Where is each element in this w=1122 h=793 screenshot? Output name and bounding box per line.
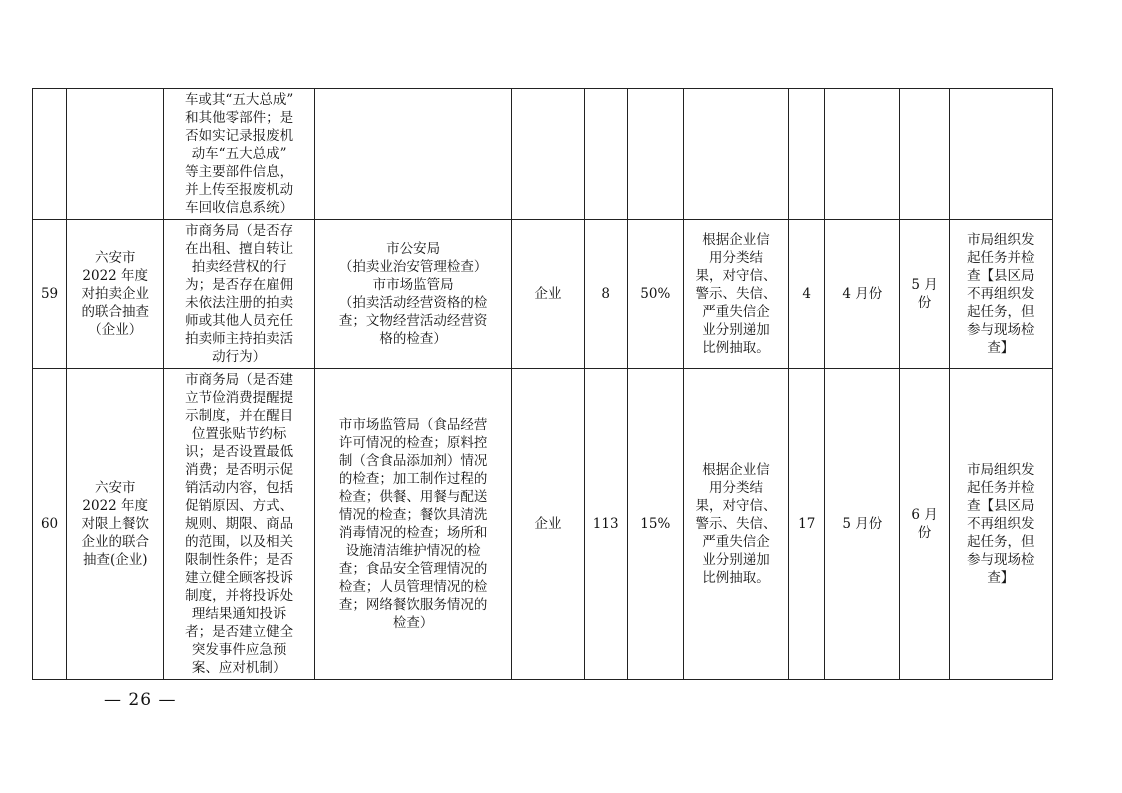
table-row [33,89,1053,220]
end-month: 5 月 份 [900,220,949,369]
remark: 市局组织发 起任务并检 查【县区局 不再组织发 起任务，但 参与现场检 查】 [949,369,1052,680]
sample-number: 17 [789,369,825,680]
remark: 市局组织发 起任务并检 查【县区局 不再组织发 起任务，但 参与现场检 查】 [949,220,1052,369]
sampling-method: 根据企业信 用分类结 果，对守信、 警示、失信、 严重失信企 业分别递加 比例抽取。 [683,369,788,680]
sample-number [789,89,825,220]
joint-department: 市市场监管局（食品经营 许可情况的检查；原料控 制（含食品添加剂）情况 的检查；加工制作过程的 检查；供餐、用餐与配送 情况的检查；餐饮具清洗 消毒情况的检查；场所和 设施清洁维护情况的检 查；食品安全管理情况的 检查；人员管理情况的检 查；网络餐饮服务情况的 检查） [314,369,512,680]
remark [949,89,1052,220]
start-month: 5 月份 [825,369,900,680]
row-number [33,89,67,220]
row-number: 60 [33,369,67,680]
inspection-table [32,88,1053,680]
joint-department [314,89,512,220]
joint-department: 市公安局 （拍卖业治安管理检查） 市市场监管局 （拍卖活动经营资格的检 查；文物经营活动经营资 格的检查） [314,220,512,369]
task-name [67,89,164,220]
target-count [584,89,627,220]
target-count: 113 [584,369,627,680]
task-name: 六安市 2022 年度 对限上餐饮 企业的联合 抽查(企业) [67,369,164,680]
task-name: 六安市 2022 年度 对拍卖企业 的联合抽查 （企业） [67,220,164,369]
page-number: — 26 — [104,690,177,710]
sample-ratio [627,89,683,220]
check-content: 市商务局（是否存 在出租、擅自转让 拍卖经营权的行 为；是否存在雇佣 未依法注册的拍卖 师或其他人员充任 拍卖师主持拍卖活 动行为） [164,220,314,369]
sampling-method: 根据企业信 用分类结 果，对守信、 警示、失信、 严重失信企 业分别递加 比例抽取。 [683,220,788,369]
start-month: 4 月份 [825,220,900,369]
check-content: 市商务局（是否建 立节俭消费提醒提 示制度，并在醒目 位置张贴节约标 识；是否设置最低 消费；是否明示促 销活动内容，包括 促销原因、方式、 规则、期限、商品 的范围，以及相关 限制性条件；是否 建立健全顾客投诉 制度，并将投诉处 理结果通知投诉 者；是否建立健全 突发事件应急预 案、应对机制） [164,369,314,680]
check-target: 企业 [512,220,584,369]
row-number: 59 [33,220,67,369]
sample-number: 4 [789,220,825,369]
end-month: 6 月 份 [900,369,949,680]
table-row [33,369,1053,680]
sample-ratio: 15% [627,369,683,680]
target-count: 8 [584,220,627,369]
end-month [900,89,949,220]
table-row [33,220,1053,369]
sample-ratio: 50% [627,220,683,369]
check-target [512,89,584,220]
start-month [825,89,900,220]
check-target: 企业 [512,369,584,680]
sampling-method [683,89,788,220]
check-content: 车或其“五大总成” 和其他零部件；是 否如实记录报废机 动车“五大总成” 等主要部件信息， 并上传至报废机动 车回收信息系统） [164,89,314,220]
